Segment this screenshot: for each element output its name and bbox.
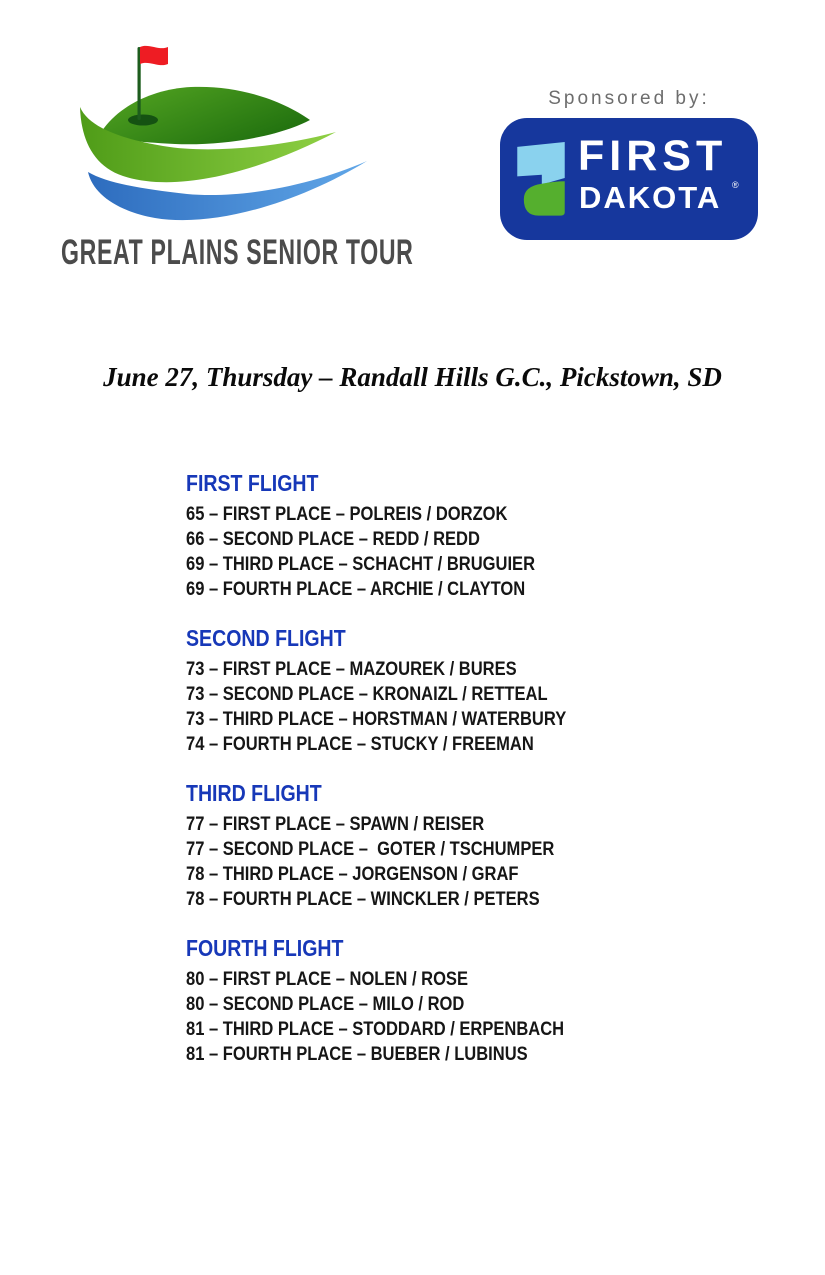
flight-section-second — [186, 625, 623, 757]
sponsor-name-dakota: DAKOTA — [579, 180, 722, 215]
first-dakota-numeral-one-icon — [514, 137, 568, 219]
golf-flag-icon — [140, 46, 168, 65]
result-line: 73 – THIRD PLACE – HORSTMAN / WATERBURY — [186, 709, 567, 730]
golf-hole-shape — [128, 115, 158, 126]
sponsored-by-label: Sponsored by: — [548, 88, 710, 109]
result-line: 69 – THIRD PLACE – SCHACHT / BRUGUIER — [186, 554, 536, 575]
result-line: 77 – SECOND PLACE – GOTER / TSCHUMPER — [186, 839, 555, 860]
golf-green-hill-shape — [100, 87, 310, 144]
result-line: 78 – FOURTH PLACE – WINCKLER / PETERS — [186, 889, 540, 910]
result-line: 81 – FOURTH PLACE – BUEBER / LUBINUS — [186, 1044, 528, 1065]
tour-logo-title: GREAT PLAINS SENIOR TOUR — [61, 233, 414, 272]
result-line: 69 – FOURTH PLACE – ARCHIE / CLAYTON — [186, 579, 526, 600]
flight-heading: SECOND FLIGHT — [186, 625, 346, 651]
result-line: 73 – FIRST PLACE – MAZOUREK / BURES — [186, 659, 517, 680]
result-line: 77 – FIRST PLACE – SPAWN / REISER — [186, 814, 485, 835]
result-line: 78 – THIRD PLACE – JORGENSON / GRAF — [186, 864, 519, 885]
result-line: 73 – SECOND PLACE – KRONAIZL / RETTEAL — [186, 684, 548, 705]
result-line: 81 – THIRD PLACE – STODDARD / ERPENBACH — [186, 1019, 565, 1040]
golf-green-flag-swoosh-logo — [75, 44, 371, 226]
result-line: 65 – FIRST PLACE – POLREIS / DORZOK — [186, 504, 508, 525]
flight-section-first — [186, 470, 623, 602]
flight-section-fourth — [186, 935, 623, 1067]
flight-heading: FOURTH FLIGHT — [186, 935, 344, 961]
flight-heading: FIRST FLIGHT — [186, 470, 319, 496]
result-line: 80 – FIRST PLACE – NOLEN / ROSE — [186, 969, 468, 990]
result-line: 80 – SECOND PLACE – MILO / ROD — [186, 994, 465, 1015]
sponsor-name-first: FIRST — [578, 132, 728, 180]
flight-heading: THIRD FLIGHT — [186, 780, 322, 806]
flight-section-third — [186, 780, 623, 912]
result-line: 74 – FOURTH PLACE – STUCKY / FREEMAN — [186, 734, 534, 755]
first-dakota-logo — [500, 118, 758, 240]
registered-trademark-mark: ® — [732, 180, 739, 190]
flight-results-list — [186, 470, 623, 1090]
event-title: June 27, Thursday – Randall Hills G.C., Pickstown, SD — [103, 362, 722, 392]
result-line: 66 – SECOND PLACE – REDD / REDD — [186, 529, 480, 550]
